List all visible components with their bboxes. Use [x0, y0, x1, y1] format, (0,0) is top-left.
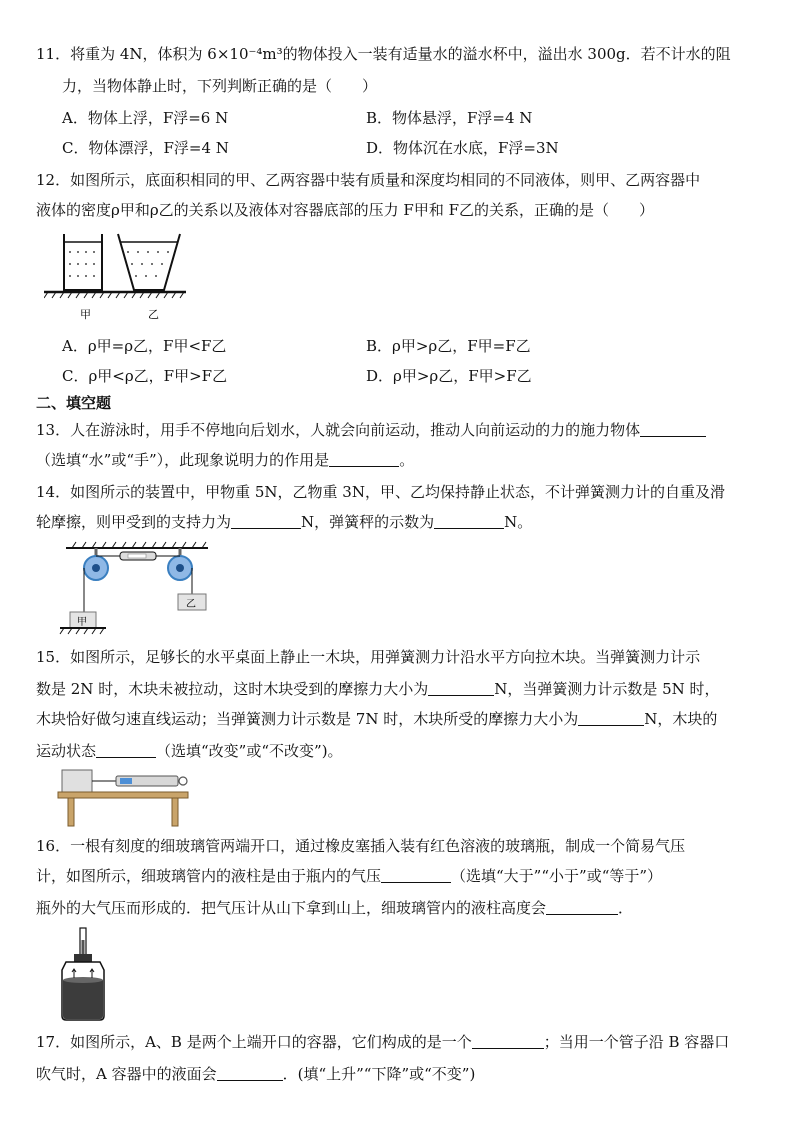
- q12-containers-figure: [44, 228, 194, 328]
- q13-text-3: 。: [399, 451, 415, 469]
- section-title-fill-blank: 二、填空题: [36, 394, 112, 412]
- q17-text-4: ．(填“上升”“下降”或“不变”): [282, 1065, 476, 1083]
- q16-stem-line1: 16．一根有刻度的细玻璃管两端开口，通过橡皮塞插入装有红色溶液的玻璃瓶，制成一个简易气压: [36, 837, 686, 855]
- q14-text-1: 轮摩擦，则甲受到的支持力为: [36, 513, 232, 531]
- q17-text-3: 吹气时，A 容器中的液面会: [36, 1065, 217, 1083]
- q17-blank-1[interactable]: [472, 1033, 544, 1049]
- q15-line3: [36, 709, 717, 729]
- q15-stem-line1: 15．如图所示，足够长的水平桌面上静止一木块，用弹簧测力计沿水平方向拉木块。当弹簧测力计示: [36, 648, 701, 666]
- q12-label-jia: 甲: [80, 308, 91, 321]
- q12-option-c[interactable]: C．ρ甲<ρ乙，F甲>F乙: [62, 367, 228, 385]
- q12-stem-line2: 液体的密度ρ甲和ρ乙的关系以及液体对容器底部的压力 F甲和 F乙的关系，正确的是（ ）: [36, 201, 654, 219]
- q14-blank-1[interactable]: [231, 513, 301, 529]
- q15-blank-3[interactable]: [96, 742, 156, 758]
- q16-blank-2[interactable]: [546, 899, 618, 915]
- q16-text-2: （选填“大于”“小于”或“等于”）: [451, 867, 663, 885]
- q15-text-2: N，当弹簧测力计示数是 5N 时，: [494, 680, 720, 698]
- q12-option-b[interactable]: B．ρ甲>ρ乙，F甲=F乙: [366, 337, 531, 355]
- q17-text-2: ；当用一个管子沿 B 容器口: [543, 1033, 730, 1051]
- q17-text-1: 17．如图所示，A、B 是两个上端开口的容器，它们构成的是一个: [36, 1033, 472, 1051]
- q16-text-3: 瓶外的大气压而形成的．把气压计从山下拿到山上，细玻璃管内的液柱高度会: [36, 899, 547, 917]
- q17-blank-2[interactable]: [217, 1065, 283, 1081]
- q17-line2: [36, 1064, 475, 1084]
- q13-text-2: （选填“水”或“手”），此现象说明力的作用是: [36, 451, 330, 469]
- q11-stem-line2: 力，当物体静止时，下列判断正确的是（ ）: [62, 77, 378, 95]
- q11-option-a[interactable]: A．物体上浮，F浮=6 N: [62, 109, 229, 127]
- q14-pulley-figure: [58, 540, 218, 636]
- q14-label-jia: 甲: [77, 617, 87, 628]
- q16-barometer-figure: [56, 926, 112, 1022]
- q12-label-yi: 乙: [148, 308, 159, 321]
- q14-line2: [36, 512, 532, 532]
- q11-stem-line1: 11．将重为 4N，体积为 6×10⁻⁴m³的物体投入一装有适量水的溢水杯中，溢出水 300g．若不计水的阻: [36, 45, 731, 63]
- q17-line1: [36, 1032, 729, 1052]
- q14-blank-2[interactable]: [434, 513, 504, 529]
- q16-text-1: 计，如图所示，细玻璃管内的液柱是由于瓶内的气压: [36, 867, 382, 885]
- q15-line4: [36, 741, 343, 761]
- q16-line3: [36, 898, 633, 918]
- q11-option-b[interactable]: B．物体悬浮，F浮=4 N: [366, 109, 533, 127]
- q13-blank-2[interactable]: [329, 451, 399, 467]
- q16-blank-1[interactable]: [381, 867, 451, 883]
- q16-line2: [36, 866, 662, 886]
- q13-blank-1[interactable]: [640, 421, 706, 437]
- q12-option-a[interactable]: A．ρ甲=ρ乙，F甲<F乙: [62, 337, 227, 355]
- q15-text-3: 木块恰好做匀速直线运动；当弹簧测力计示数是 7N 时，木块所受的摩擦力大小为: [36, 710, 579, 728]
- q15-blank-2[interactable]: [578, 710, 644, 726]
- q13-text-1: 13．人在游泳时，用手不停地向后划水，人就会向前运动，推动人向前运动的力的施力物体: [36, 421, 641, 439]
- q11-option-d[interactable]: D．物体沉在水底，F浮=3N: [366, 139, 559, 157]
- q12-stem-line1: 12．如图所示，底面积相同的甲、乙两容器中装有质量和深度均相同的不同液体，则甲、乙两容器中: [36, 171, 701, 189]
- q12-option-d[interactable]: D．ρ甲>ρ乙，F甲>F乙: [366, 367, 532, 385]
- q15-line2: [36, 679, 720, 699]
- q11-option-c[interactable]: C．物体漂浮，F浮=4 N: [62, 139, 229, 157]
- q14-label-yi: 乙: [186, 599, 196, 610]
- q15-text-6: （选填“改变”或“不改变”)。: [156, 742, 343, 760]
- q13-line2: [36, 450, 414, 470]
- q15-text-4: N，木块的: [644, 710, 718, 728]
- q16-text-4: ．: [618, 899, 634, 917]
- q14-text-2: N，弹簧秤的示数为: [301, 513, 435, 531]
- q15-text-1: 数是 2N 时，木块未被拉动，这时木块受到的摩擦力大小为: [36, 680, 429, 698]
- q14-stem-line1: 14．如图所示的装置中，甲物重 5N，乙物重 3N，甲、乙均保持静止状态，不计弹簧测力计的自重及滑: [36, 483, 725, 501]
- q14-text-3: N。: [504, 513, 533, 531]
- q15-blank-1[interactable]: [428, 680, 494, 696]
- q15-text-5: 运动状态: [36, 742, 97, 760]
- q15-table-figure: [56, 764, 196, 830]
- q13-line1: [36, 420, 706, 440]
